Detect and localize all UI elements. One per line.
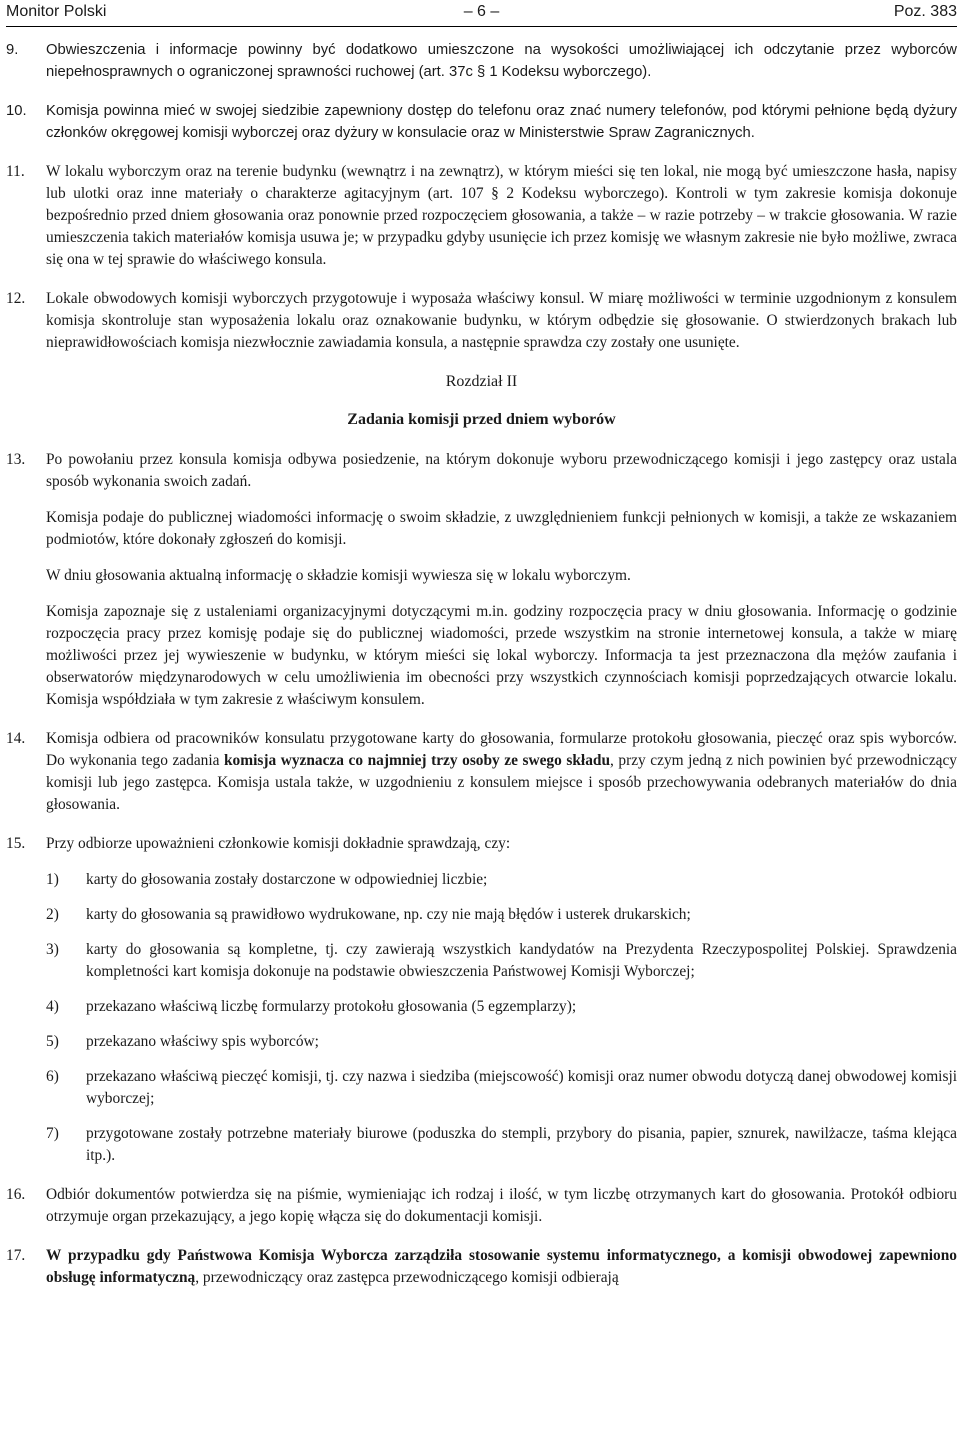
chapter-title: Zadania komisji przed dniem wyborów — [347, 411, 616, 428]
paragraph-11 — [6, 161, 957, 271]
list-text: przygotowane zostały potrzebne materiały biurowe (poduszka do stempli, przybory do pisania, papier, sznurek, nawilżacze, taśma klejąca itp.). — [86, 1125, 957, 1164]
publication-title: Monitor Polski — [6, 3, 107, 20]
paragraph-14 — [6, 728, 957, 816]
list-number: 3) — [46, 941, 59, 958]
paragraph-text — [46, 1245, 957, 1289]
list-number: 6) — [46, 1068, 59, 1085]
list-text: karty do głosowania są kompletne, tj. czy zawierają wszystkich kandydatów na Prezydenta Rzeczypospolitej Polskiej. Sprawdzenia kompletności kart komisja dokonuje na podstawie obwieszczenia Państwowej Komisji Wyborczej; — [86, 941, 957, 980]
paragraph-content — [46, 449, 957, 711]
list-text: karty do głosowania zostały dostarczone w odpowiedniej liczbie; — [86, 871, 488, 888]
paragraph-text: W dniu głosowania aktualną informację o składzie komisji wywiesza się w lokalu wyborczym. — [46, 567, 631, 584]
paragraph-text: Obwieszczenia i informacje powinny być dodatkowo umieszczone na wysokości umożliwiającej ich odczytanie przez wyborców niepełnosprawnych o ograniczonej sprawności ruchowej (art. 37c § 1 Kodeksu wyborczego). — [46, 42, 957, 80]
list-item — [46, 1031, 957, 1053]
list-text: przekazano właściwą pieczęć komisji, tj. czy nazwa i siedziba (miejscowość) komisji oraz numer obwodu dotyczą danej obwodowej komisji wyborczej; — [86, 1068, 957, 1107]
list-number: 2) — [46, 906, 59, 923]
list-number: 1) — [46, 871, 59, 888]
paragraph-12 — [6, 288, 957, 354]
paragraph-text: Przy odbiorze upoważnieni członkowie komisji dokładnie sprawdzają, czy: — [46, 835, 511, 852]
list-item — [46, 1123, 957, 1167]
paragraph-17 — [6, 1245, 957, 1289]
paragraph-number: 14. — [6, 730, 26, 747]
document-body — [6, 39, 957, 1289]
list-number: 5) — [46, 1033, 59, 1050]
paragraph-number: 9. — [6, 42, 19, 58]
list-item — [46, 904, 957, 926]
paragraph-10 — [6, 100, 957, 144]
list-number: 7) — [46, 1125, 59, 1142]
paragraph-text: W lokalu wyborczym oraz na terenie budynku (wewnątrz i na zewnątrz), w którym mieści się ten lokal, nie mogą być umieszczone hasła, napisy lub ulotki oraz inne materiały o charakterze agitacyjnym (art. 107 § 2 Kodeksu wyborczego). Kontroli w tym zakresie komisja dokonuje bezpośrednio przed dniem głosowania oraz ponownie przed rozpoczęciem głosowania, a także – w razie potrzeby – w trakcie głosowania. W razie umieszczenia takich materiałów komisja usuwa je; w przypadku gdyby usunięcie ich przez komisję we własnym zakresie nie było możliwe, zwraca się ona w tej sprawie do właściwego konsula. — [46, 163, 957, 268]
paragraph-16 — [6, 1184, 957, 1228]
paragraph-number: 17. — [6, 1247, 26, 1264]
paragraph-number: 10. — [6, 103, 27, 119]
paragraph-13 — [6, 449, 957, 711]
list-item — [46, 939, 957, 983]
paragraph-9 — [6, 39, 957, 83]
paragraph-content — [46, 833, 957, 1167]
page-number: – 6 – — [463, 3, 500, 20]
list-number: 4) — [46, 998, 59, 1015]
paragraph-number: 15. — [6, 835, 26, 852]
list-item — [46, 996, 957, 1018]
list-item — [46, 869, 957, 891]
paragraph-number: 16. — [6, 1186, 26, 1203]
text-run: Komisja odbiera od pracowników konsulatu przygotowane karty do głosowania, formularze protokołu głosowania, pieczęć oraz spis wyborców. Do wykonania tego zadania — [46, 730, 957, 769]
bold-text: W przypadku gdy Państwowa Komisja Wyborcza zarządziła stosowanie systemu informatycznego, a komisji obwodowej zapewniono obsługę informatyczną — [46, 1247, 957, 1286]
list-item — [46, 1066, 957, 1110]
paragraph-number: 11. — [6, 163, 25, 180]
list-text: karty do głosowania są prawidłowo wydrukowane, np. czy nie mają błędów i usterek drukarskich; — [86, 906, 691, 923]
paragraph-text: Odbiór dokumentów potwierdza się na piśmie, wymieniając ich rodzaj i ilość, w tym liczbę otrzymanych kart do głosowania. Protokół odbioru otrzymuje organ przekazujący, a jego kopię włącza się do dokumentacji komisji. — [46, 1186, 957, 1225]
text-run: , przewodniczący oraz zastępca przewodniczącego komisji odbierają — [195, 1269, 619, 1286]
text-run: , przy czym jedną z nich powinien być przewodniczący komisji lub jego zastępca. Komisja ustala także, w uzgodnieniu z konsulem miejsce i sposób przechowywania odebranych materiałów do dnia głosowania. — [46, 752, 958, 813]
position-number: Poz. 383 — [893, 3, 957, 20]
bold-text: komisja wyznacza co najmniej trzy osoby ze swego składu — [224, 752, 611, 769]
paragraph-text: Po powołaniu przez konsula komisja odbywa posiedzenie, na którym dokonuje wyboru przewodniczącego komisji i jego zastępcy oraz ustala sposób wykonania swoich zadań. — [46, 451, 957, 490]
chapter-label: Rozdział II — [445, 373, 518, 390]
page-header — [6, 0, 957, 27]
paragraph-number: 12. — [6, 290, 26, 307]
paragraph-text: Komisja podaje do publicznej wiadomości informację o swoim składzie, z uwzględnieniem funkcji pełnionych w komisji, a także ze wskazaniem podmiotów, które dokonały zgłoszeń do komisji. — [46, 509, 957, 548]
paragraph-text: Lokale obwodowych komisji wyborczych przygotowuje i wyposaża właściwy konsul. W miarę możliwości w terminie uzgodnionym z konsulem komisja skontroluje stan wyposażenia lokalu oraz oznakowanie budynku, w którym odbędzie się głosowanie. O stwierdzonych brakach lub nieprawidłowościach komisja niezwłocznie zawiadamia konsula, a następnie sprawdza czy zostały one usunięte. — [46, 290, 957, 351]
paragraph-15 — [6, 833, 957, 1167]
paragraph-text — [46, 728, 957, 816]
paragraph-text: Komisja powinna mieć w swojej siedzibie zapewniony dostęp do telefonu oraz znać numery telefonów, pod którymi pełnione będą dyżury członków okręgowej komisji wyborczej oraz dyżury w konsulacie oraz w Ministerstwie Spraw Zagranicznych. — [46, 103, 957, 141]
list-text: przekazano właściwy spis wyborców; — [86, 1033, 319, 1050]
paragraph-text: Komisja zapoznaje się z ustaleniami organizacyjnymi dotyczącymi m.in. godziny rozpoczęcia pracy w dniu głosowania. Informację o godzinie rozpoczęcia pracy przez komisję podaje się do publicznej wiadomości, przede wszystkim na stronie internetowej konsula, a także w miarę możliwości przez jej wywieszenie w budynku, w którym mieści się lokal wyborczy. Informacja ta jest przeznaczona dla mężów zaufania i obserwatorów międzynarodowych w celu umożliwienia im obecności przy wszystkich czynnościach komisji poprzedzających otwarcie lokalu. Komisja współdziała w tym zakresie z właściwym konsulem. — [46, 603, 957, 708]
paragraph-number: 13. — [6, 451, 26, 468]
list-text: przekazano właściwą liczbę formularzy protokołu głosowania (5 egzemplarzy); — [86, 998, 577, 1015]
